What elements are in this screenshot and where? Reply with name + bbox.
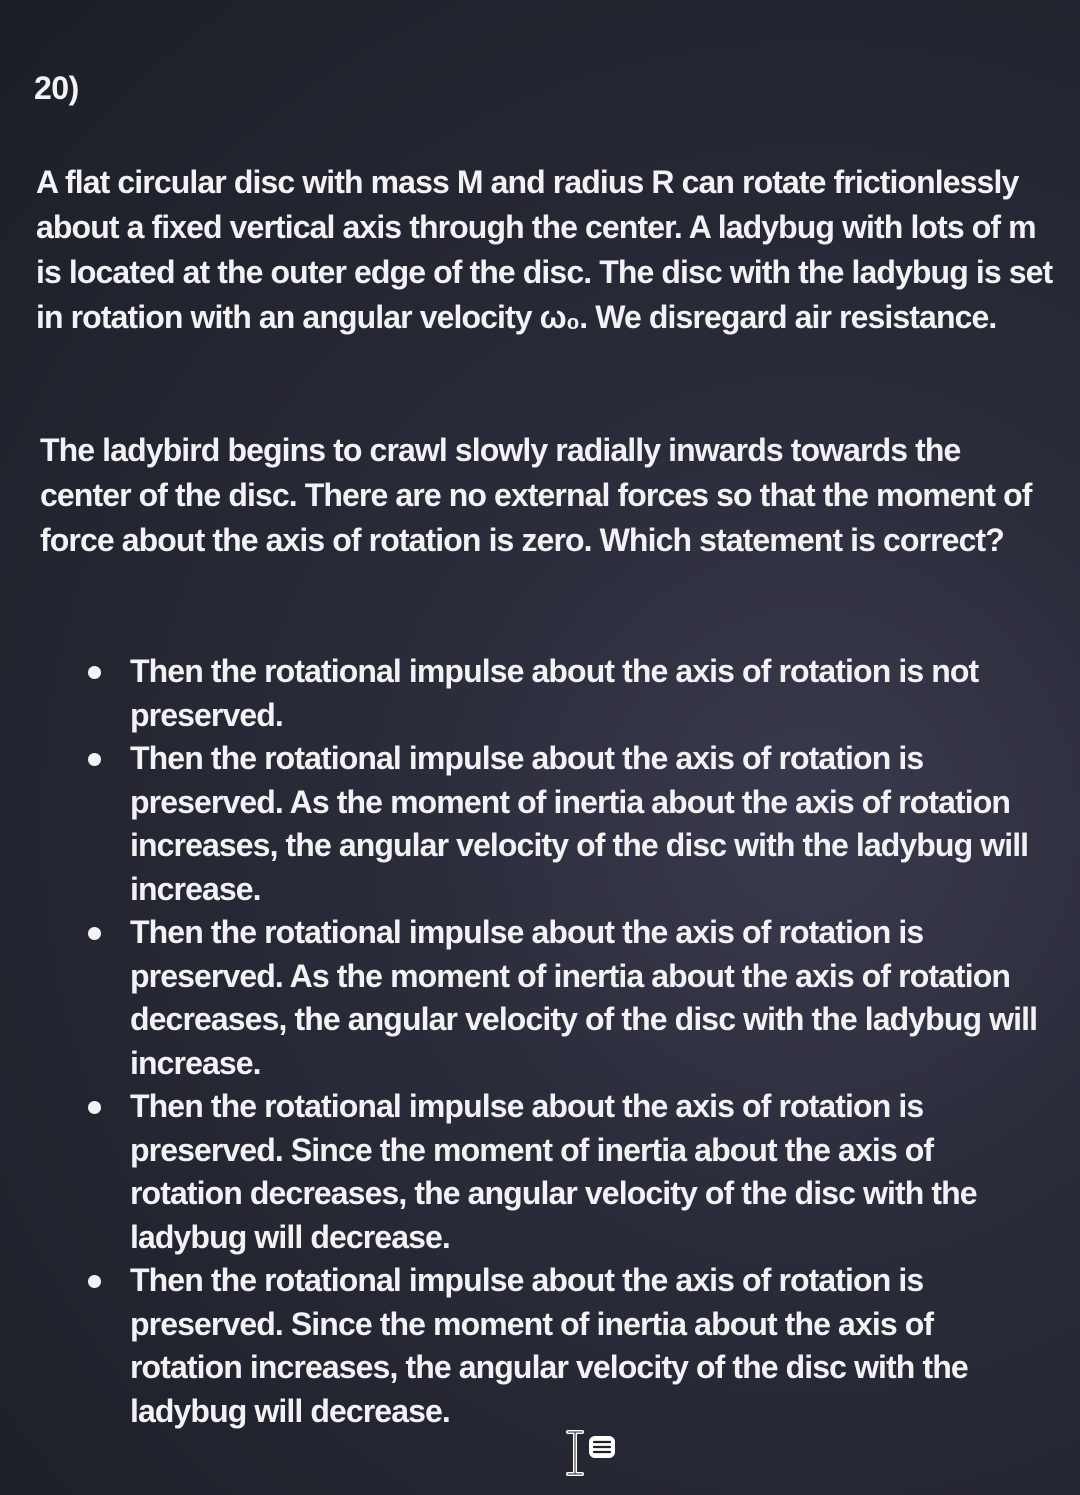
answer-option-text: Then the rotational impulse about the axis of rotation is not preserved.: [130, 653, 979, 733]
answer-option[interactable]: [88, 911, 1038, 1085]
answer-option-text: Then the rotational impulse about the axis of rotation is preserved. As the moment of inertia about the axis of rotation increases, the angular velocity of the disc with the ladybug will increase.: [130, 740, 1029, 907]
bullet-icon: [88, 927, 101, 940]
answer-options-list: [88, 650, 1038, 1433]
bullet-icon: [88, 753, 101, 766]
answer-option[interactable]: [88, 1259, 1038, 1433]
bullet-icon: [88, 1101, 101, 1114]
question-number: 20): [34, 70, 79, 106]
answer-option-text: Then the rotational impulse about the axis of rotation is preserved. As the moment of inertia about the axis of rotation decreases, the angular velocity of the disc with the ladybug will increase.: [130, 914, 1038, 1081]
question-intro-paragraph: A flat circular disc with mass M and radius R can rotate frictionlessly about a fixed vertical axis through the center. A ladybug with lots of m is located at the outer edge of the disc. The disc with the ladybug is set in rotation with an angular velocity ω₀. We disregard air resistance.: [36, 164, 1053, 335]
answer-option[interactable]: [88, 1085, 1038, 1259]
answer-option-text: Then the rotational impulse about the axis of rotation is preserved. Since the moment of inertia about the axis of rotation decreases, the angular velocity of the disc with the ladybug will decrease.: [130, 1088, 977, 1255]
text-select-cursor-icon: [562, 1428, 622, 1482]
bullet-icon: [88, 1275, 101, 1288]
answer-option-text: Then the rotational impulse about the axis of rotation is preserved. Since the moment of inertia about the axis of rotation increases, the angular velocity of the disc with the ladybug will decrease.: [130, 1262, 968, 1429]
bullet-icon: [88, 666, 101, 679]
answer-option[interactable]: [88, 737, 1038, 911]
question-prompt-paragraph: The ladybird begins to crawl slowly radially inwards towards the center of the disc. There are no external forces so that the moment of force about the axis of rotation is zero. Which statement is correct?: [40, 432, 1032, 558]
answer-option[interactable]: [88, 650, 1038, 737]
